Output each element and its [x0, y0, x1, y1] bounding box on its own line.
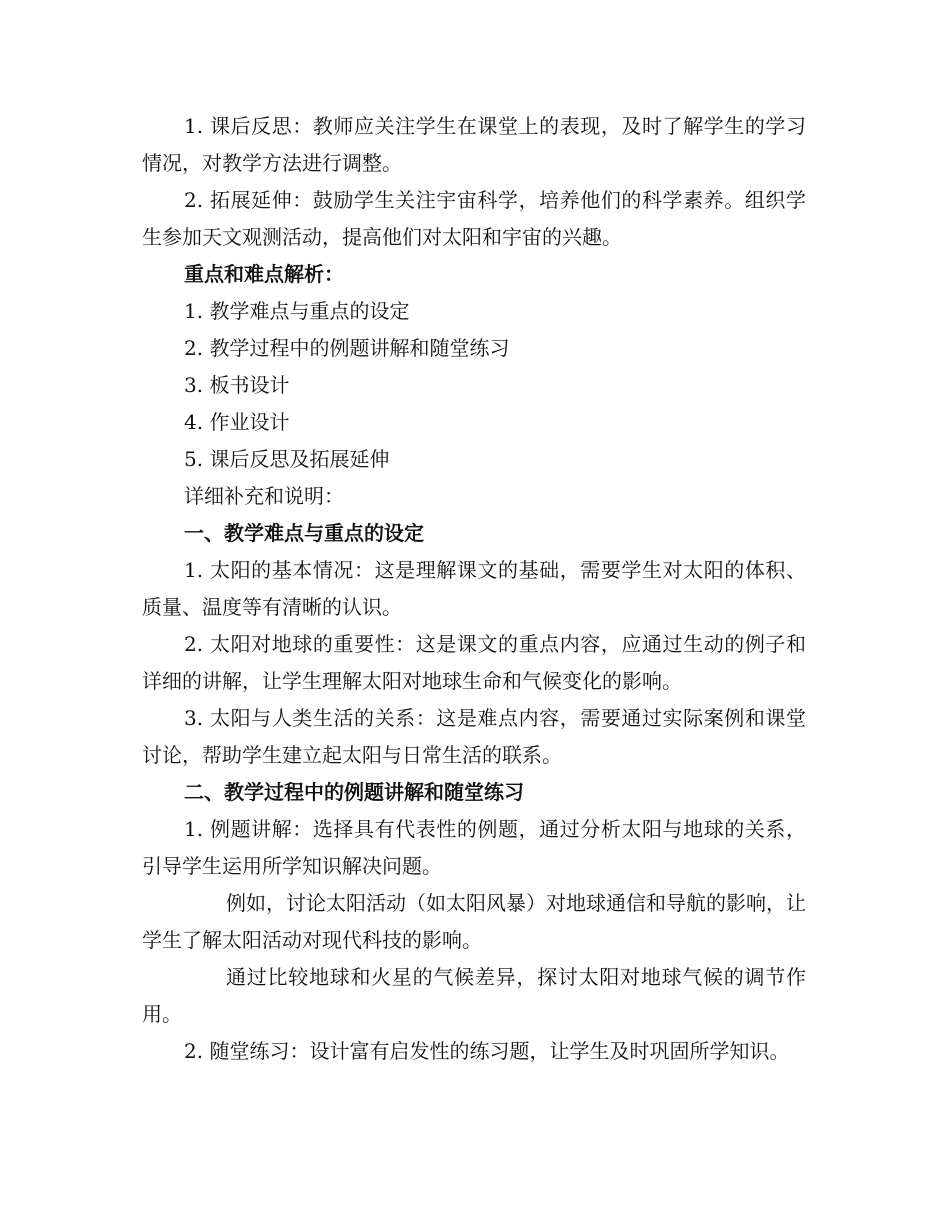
paragraph-example-explanation: 1. 例题讲解：选择具有代表性的例题，通过分析太阳与地球的关系，引导学生运用所学知识解决问题。 — [142, 817, 806, 878]
list-item: 2. 教学过程中的例题讲解和随堂练习 — [184, 336, 510, 360]
list-item: 5. 课后反思及拓展延伸 — [184, 447, 390, 471]
list-item: 3. 板书设计 — [184, 373, 290, 397]
paragraph-example-1: 例如，讨论太阳活动（如太阳风暴）对地球通信和导航的影响，让学生了解太阳活动对现代科技的影响。 — [142, 891, 806, 952]
paragraph-extension: 2. 拓展延伸：鼓励学生关注宇宙科学，培养他们的科学素养。组织学生参加天文观测活动，提高他们对太阳和宇宙的兴趣。 — [142, 188, 806, 249]
paragraph-sun-basics: 1. 太阳的基本情况：这是理解课文的基础，需要学生对太阳的体积、质量、温度等有清晰的认识。 — [142, 558, 806, 619]
subheading-details: 详细补充和说明： — [184, 484, 344, 508]
paragraph-sun-importance: 2. 太阳对地球的重要性：这是课文的重点内容，应通过生动的例子和详细的讲解，让学生理解太阳对地球生命和气候变化的影响。 — [142, 632, 806, 693]
section-heading-key-points: 重点和难点解析： — [184, 262, 344, 286]
document-body — [142, 108, 806, 1070]
section-heading-2: 二、教学过程中的例题讲解和随堂练习 — [184, 780, 524, 804]
paragraph-after-class-reflection: 1. 课后反思：教师应关注学生在课堂上的表现，及时了解学生的学习情况，对教学方法进行调整。 — [142, 114, 806, 175]
paragraph-example-2: 通过比较地球和火星的气候差异，探讨太阳对地球气候的调节作用。 — [142, 965, 806, 1026]
list-item: 4. 作业设计 — [184, 410, 290, 434]
paragraph-sun-human-life: 3. 太阳与人类生活的关系：这是难点内容，需要通过实际案例和课堂讨论，帮助学生建立起太阳与日常生活的联系。 — [142, 706, 806, 767]
section-heading-1: 一、教学难点与重点的设定 — [184, 521, 424, 545]
paragraph-practice: 2. 随堂练习：设计富有启发性的练习题，让学生及时巩固所学知识。 — [184, 1039, 790, 1063]
list-item: 1. 教学难点与重点的设定 — [184, 299, 410, 323]
